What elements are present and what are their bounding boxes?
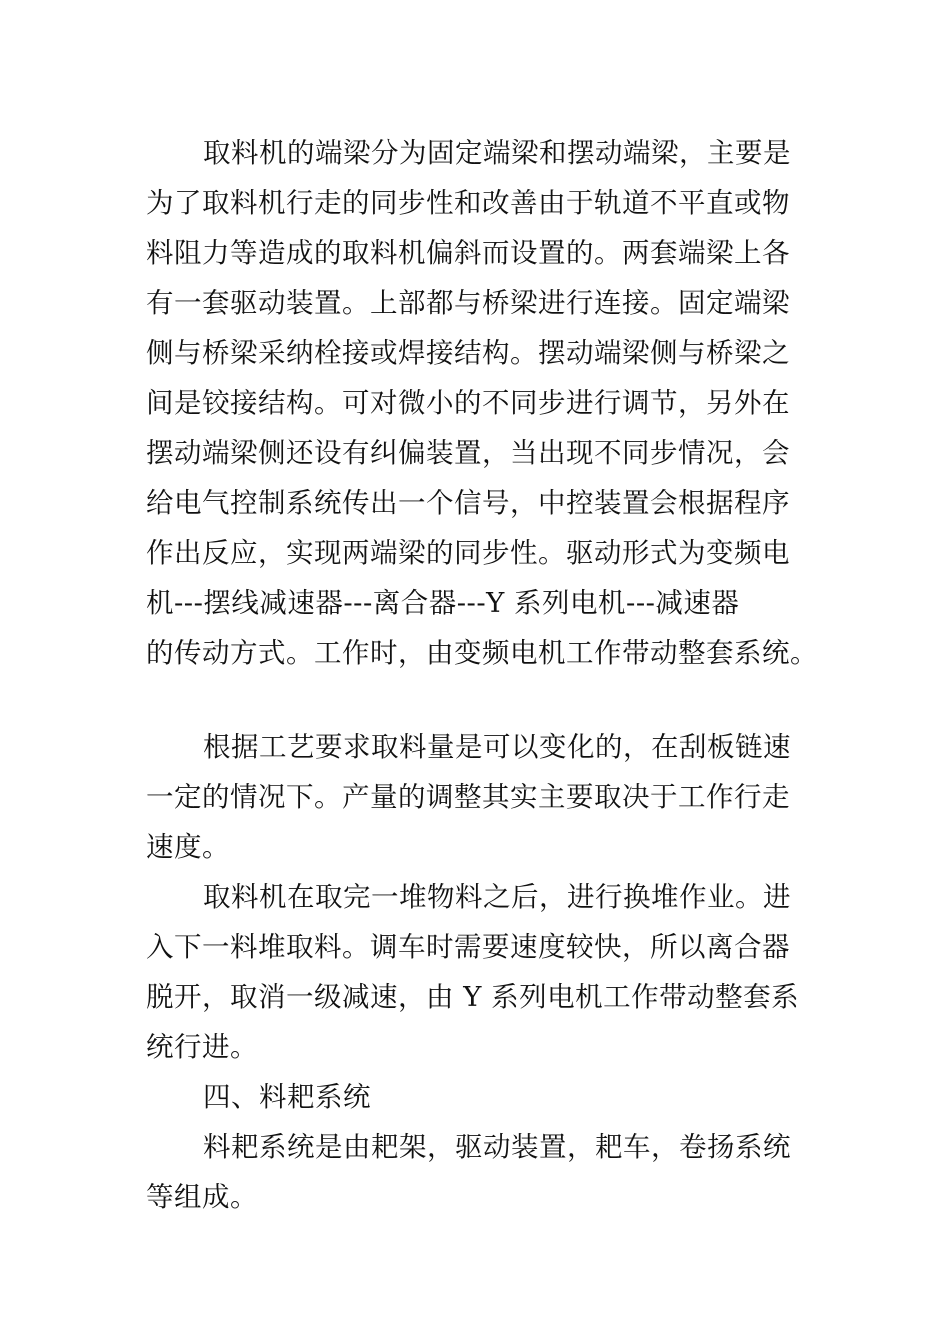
text-line: 料阻力等造成的取料机偏斜而设置的。两套端梁上各 — [146, 237, 790, 269]
text-line: 侧与桥梁采纳栓接或焊接结构。摆动端梁侧与桥梁之 — [146, 337, 790, 369]
text-line: 入下一料堆取料。调车时需要速度较快，所以离合器 — [146, 931, 790, 963]
section-heading-text: 四、料耙系统 — [203, 1081, 371, 1113]
text-line: 取料机在取完一堆物料之后，进行换堆作业。进 — [203, 881, 791, 913]
text-line: 速度。 — [146, 831, 230, 863]
text-line: 给电气控制系统传出一个信号，中控装置会根据程序 — [146, 487, 790, 519]
text-line: 作出反应，实现两端梁的同步性。驱动形式为变频电 — [146, 537, 790, 569]
text-line: 根据工艺要求取料量是可以变化的，在刮板链速 — [203, 731, 791, 763]
text-line: 的传动方式。工作时，由变频电机工作带动整套系统。 — [146, 637, 818, 669]
text-line: 料耙系统是由耙架，驱动装置，耙车，卷扬系统 — [203, 1131, 791, 1163]
text-line: 脱开，取消一级减速，由 Y 系列电机工作带动整套系 — [146, 981, 800, 1013]
paragraph-rake-system — [146, 1122, 826, 1222]
text-line: 等组成。 — [146, 1181, 258, 1213]
text-line: 统行进。 — [146, 1031, 258, 1063]
section-heading — [146, 1072, 826, 1122]
paragraph-output-adjustment — [146, 722, 826, 872]
text-line: 摆动端梁侧还设有纠偏装置，当出现不同步情况，会 — [146, 437, 790, 469]
text-line: 一定的情况下。产量的调整其实主要取决于工作行走 — [146, 781, 790, 813]
text-line: 取料机的端梁分为固定端梁和摆动端梁，主要是 — [203, 137, 791, 169]
text-line: 机---摆线减速器---离合器---Y 系列电机---减速器 — [146, 587, 740, 619]
paragraph-end-beam — [146, 128, 826, 678]
text-line: 有一套驱动装置。上部都与桥梁进行连接。固定端梁 — [146, 287, 790, 319]
text-line: 间是铰接结构。可对微小的不同步进行调节，另外在 — [146, 387, 790, 419]
paragraph-pile-change — [146, 872, 826, 1072]
text-line: 为了取料机行走的同步性和改善由于轨道不平直或物 — [146, 187, 790, 219]
